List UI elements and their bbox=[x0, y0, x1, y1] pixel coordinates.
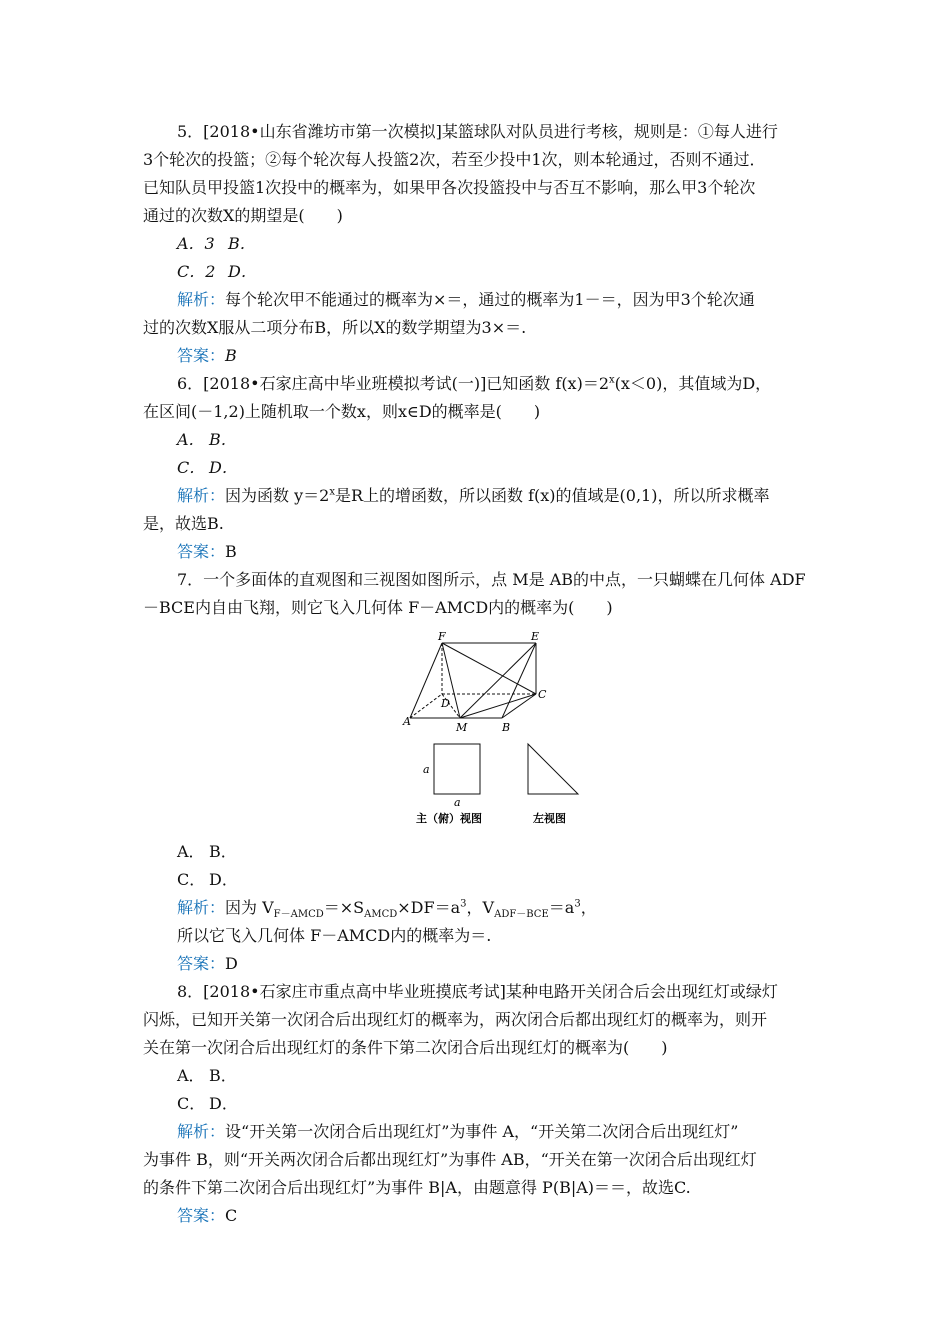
q7-answer-line bbox=[177, 954, 238, 974]
q8-stem-line-3: 关在第一次闭合后出现红灯的条件下第二次闭合后出现红灯的概率为( ) bbox=[143, 1038, 668, 1057]
q6-analysis-exponent: x bbox=[329, 486, 335, 498]
q5-option-d: D． bbox=[228, 262, 257, 281]
q7-answer-value: D bbox=[225, 954, 238, 973]
q8-analysis-line-1 bbox=[177, 1122, 738, 1142]
q8-option-a: A． bbox=[177, 1066, 205, 1085]
q8-analysis-line-3: 的条件下第二次闭合后出现红灯”为事件 B|A，由题意得 P(B|A)＝＝，故选C. bbox=[143, 1178, 691, 1197]
q5-stem-line-4: 通过的次数X的期望是( ) bbox=[143, 206, 343, 225]
edge-EM bbox=[460, 643, 536, 718]
edge-EB bbox=[502, 643, 536, 718]
q7-answer-label: 答案： bbox=[177, 954, 226, 973]
q7-analysis-line-1 bbox=[177, 898, 597, 921]
q6-stem-line-1 bbox=[177, 374, 771, 394]
q7-analysis-line-2: 所以它飞入几何体 F－AMCD内的概率为＝. bbox=[177, 926, 492, 945]
left-view-triangle bbox=[528, 744, 578, 794]
q7-analysis-sub-1: F－AMCD bbox=[273, 909, 324, 921]
point-label-M: M bbox=[456, 721, 468, 734]
q7-option-a: A． bbox=[177, 842, 205, 861]
q7-stem-line-2: －BCE内自由飞翔，则它飞入几何体 F－AMCD内的概率为( ) bbox=[143, 598, 613, 617]
q5-stem-line-1: 5．[2018•山东省潍坊市第一次模拟]某篮球队对队员进行考核，规则是：①每人进行 bbox=[177, 122, 778, 141]
point-label-B: B bbox=[502, 721, 511, 734]
point-label-D: D bbox=[441, 697, 450, 710]
q7-analysis-part-d: ，V bbox=[466, 898, 495, 917]
q6-option-c: C． bbox=[177, 458, 206, 477]
q5-answer-value: B bbox=[225, 346, 237, 365]
q5-option-c: C．2 bbox=[177, 262, 216, 281]
q5-stem-line-2: 3个轮次的投篮；②每个轮次每人投篮2次，若至少投中1次，则本轮通过，否则不通过． bbox=[143, 150, 766, 169]
q5-option-a: A．3 bbox=[177, 234, 215, 253]
point-label-A: A bbox=[403, 715, 411, 728]
point-label-C: C bbox=[538, 688, 547, 701]
q6-option-d: D． bbox=[209, 458, 238, 477]
q8-analysis-label: 解析： bbox=[177, 1122, 226, 1141]
q8-option-b: B． bbox=[209, 1066, 237, 1085]
q8-option-d: D． bbox=[209, 1094, 238, 1113]
point-label-E: E bbox=[531, 630, 540, 643]
q7-analysis-sub-2: AMCD bbox=[364, 909, 398, 921]
q6-analysis-label: 解析： bbox=[177, 486, 226, 505]
q7-option-c: C． bbox=[177, 870, 206, 889]
q6-analysis-text-a: 因为函数 y＝2 bbox=[225, 486, 330, 505]
q5-analysis-label: 解析： bbox=[177, 290, 226, 309]
q8-analysis-text-1: 设“开关第一次闭合后出现红灯”为事件 A，“开关第二次闭合后出现红灯” bbox=[225, 1122, 739, 1141]
q7-analysis-sup-1: 3 bbox=[460, 898, 467, 910]
q7-analysis-part-e: ＝a bbox=[548, 898, 575, 917]
side-length-label: a bbox=[423, 763, 430, 776]
polyhedron-figure bbox=[400, 630, 600, 830]
q7-analysis-label: 解析： bbox=[177, 898, 226, 917]
q5-analysis-line-2: 过的次数X服从二项分布B，所以X的数学期望为3×＝. bbox=[143, 318, 527, 337]
q7-analysis-sup-2: 3 bbox=[574, 898, 581, 910]
q6-answer-value: B bbox=[225, 542, 237, 561]
q7-analysis-part-b: ＝×S bbox=[323, 898, 365, 917]
q7-analysis-part-c: ×DF＝a bbox=[397, 898, 461, 917]
front-view-square bbox=[434, 744, 480, 794]
q8-option-c: C． bbox=[177, 1094, 206, 1113]
q6-analysis-line-1 bbox=[177, 486, 769, 506]
q6-stem-exponent: x bbox=[609, 374, 615, 386]
bottom-length-label: a bbox=[454, 796, 461, 809]
q6-analysis-text-b: 是R上的增函数，所以函数 f(x)的值域是(0,1)，所以所求概率 bbox=[334, 486, 770, 505]
q7-analysis-sub-3: ADF－BCE bbox=[494, 909, 549, 921]
q5-analysis-text-1: 每个轮次甲不能通过的概率为×＝，通过的概率为1－＝，因为甲3个轮次通 bbox=[225, 290, 755, 309]
left-view-caption: 左视图 bbox=[533, 812, 566, 825]
q6-analysis-line-2: 是，故选B. bbox=[143, 514, 224, 533]
q7-analysis-part-a: 因为 V bbox=[225, 898, 274, 917]
q5-option-b: B． bbox=[228, 234, 256, 253]
q6-answer-label: 答案： bbox=[177, 542, 226, 561]
q6-option-a: A． bbox=[177, 430, 205, 449]
q6-stem-text-b: (x＜0)，其值域为D， bbox=[614, 374, 772, 393]
polyhedron-diagram bbox=[400, 630, 600, 830]
q8-stem-line-2: 闪烁，已知开关第一次闭合后出现红灯的概率为，两次闭合后都出现红灯的概率为，则开 bbox=[143, 1010, 768, 1029]
q8-answer-line bbox=[177, 1206, 237, 1226]
q5-answer-line bbox=[177, 346, 237, 366]
q6-answer-line bbox=[177, 542, 237, 562]
edge-MC bbox=[460, 694, 536, 718]
q6-stem-line-2: 在区间(－1,2)上随机取一个数x，则x∈D的概率是( ) bbox=[143, 402, 541, 421]
q7-option-d: D． bbox=[209, 870, 238, 889]
edge-FC bbox=[442, 643, 536, 694]
q7-stem-line-1: 7．一个多面体的直观图和三视图如图所示，点 M是 AB的中点，一只蝴蝶在几何体 ADF bbox=[177, 570, 806, 589]
q8-answer-label: 答案： bbox=[177, 1206, 226, 1225]
edge-FA bbox=[410, 643, 442, 718]
q6-stem-text-a: 6．[2018•石家庄高中毕业班模拟考试(一)]已知函数 f(x)＝2 bbox=[177, 374, 610, 393]
front-view-caption: 主（俯）视图 bbox=[416, 812, 482, 825]
q7-analysis-part-f: ， bbox=[580, 898, 597, 917]
q6-option-b: B． bbox=[209, 430, 237, 449]
q5-analysis-line-1 bbox=[177, 290, 755, 310]
q7-option-b: B． bbox=[209, 842, 237, 861]
q8-stem-line-1: 8．[2018•石家庄市重点高中毕业班摸底考试]某种电路开关闭合后会出现红灯或绿灯 bbox=[177, 982, 778, 1001]
q8-answer-value: C bbox=[225, 1206, 238, 1225]
point-label-F: F bbox=[438, 630, 446, 643]
q5-stem-line-3: 已知队员甲投篮1次投中的概率为，如果甲各次投篮投中与否互不影响，那么甲3个轮次 bbox=[143, 178, 756, 197]
q5-answer-label: 答案： bbox=[177, 346, 226, 365]
q8-analysis-line-2: 为事件 B，则“开关两次闭合后都出现红灯”为事件 AB，“开关在第一次闭合后出现红灯 bbox=[143, 1150, 757, 1169]
